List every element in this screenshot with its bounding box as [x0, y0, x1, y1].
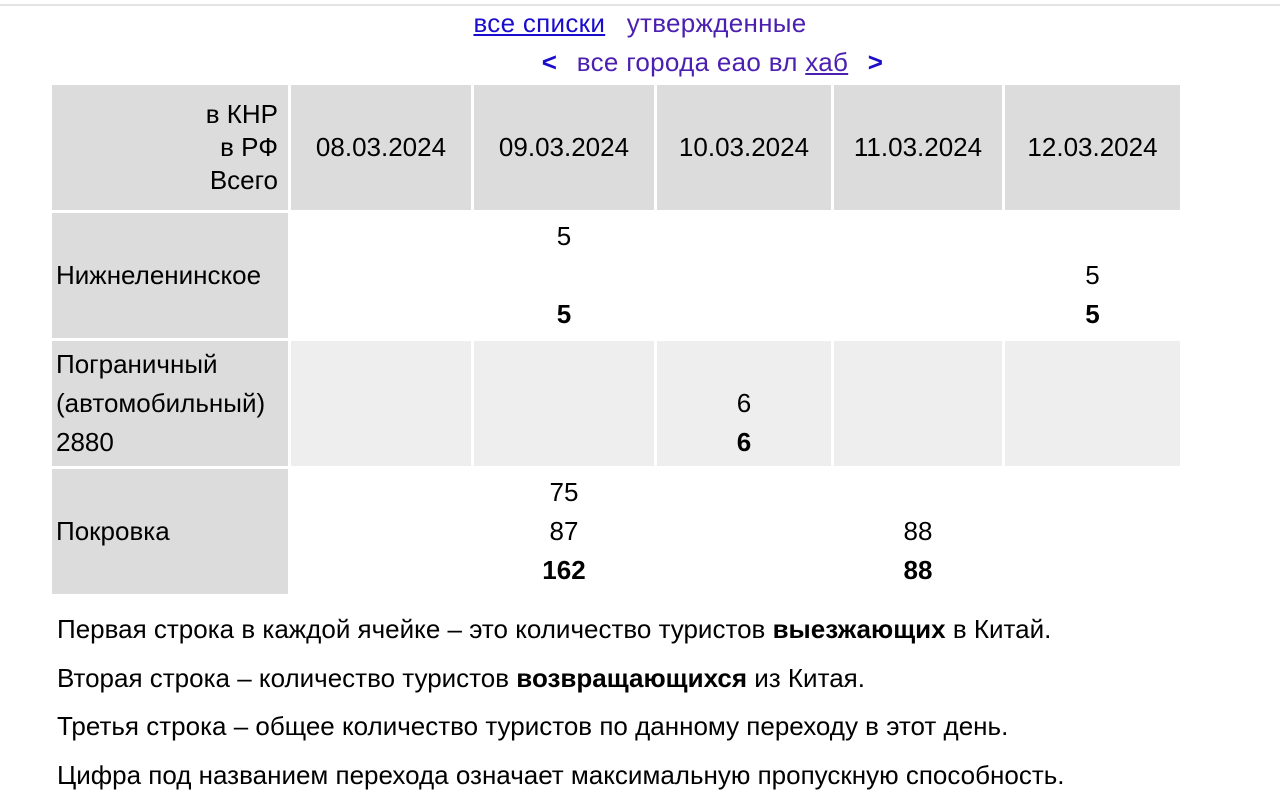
all-lists-link[interactable]: все списки: [473, 8, 606, 38]
table-cell: [474, 213, 654, 338]
count-total: [1005, 551, 1180, 590]
table-cell: [291, 213, 471, 338]
count-to-china: [657, 345, 831, 384]
note-first-line: [57, 605, 1065, 654]
all-cities-link[interactable]: все города: [576, 47, 710, 77]
next-arrow-button[interactable]: >: [867, 47, 884, 77]
count-to-russia: [474, 384, 654, 423]
date-header: 08.03.2024: [291, 85, 471, 210]
table-cell: [291, 469, 471, 594]
count-to-russia: [834, 256, 1002, 295]
legend-to-china: в КНР: [205, 99, 278, 129]
table-cell: [834, 341, 1002, 466]
city-nav: [0, 47, 1280, 77]
date-header: 09.03.2024: [474, 85, 654, 210]
count-to-russia: [1005, 512, 1180, 551]
count-total: [657, 295, 831, 334]
table-cell: [1005, 213, 1180, 338]
count-to-china: [1005, 217, 1180, 256]
crossing-name: [52, 341, 288, 466]
note-third-line: Третья строка – общее количество туристов по данному переходу в этот день.: [57, 711, 1009, 741]
count-to-russia: [291, 512, 471, 551]
count-to-china: [834, 217, 1002, 256]
header-legend: [52, 85, 288, 210]
count-to-russia: 6: [736, 388, 752, 418]
date-header: 11.03.2024: [834, 85, 1002, 210]
count-total: 5: [556, 299, 572, 329]
table-row: [52, 469, 1180, 594]
count-to-russia: [657, 512, 831, 551]
count-to-china: [1005, 345, 1180, 384]
count-to-russia: [291, 384, 471, 423]
vl-link[interactable]: вл: [768, 47, 798, 77]
table-cell: [657, 213, 831, 338]
count-to-russia: [834, 384, 1002, 423]
table-header-row: [52, 85, 1180, 210]
note-emphasis: возвращающихся: [516, 662, 748, 693]
crossing-title: Покровка: [56, 516, 170, 546]
count-total: 88: [903, 555, 933, 585]
count-to-russia: [657, 256, 831, 295]
table-cell: [1005, 341, 1180, 466]
note-text: из Китая.: [747, 662, 865, 693]
table-cell: [1005, 469, 1180, 594]
list-nav: [0, 8, 1280, 38]
tourist-table: [49, 82, 1183, 597]
count-to-china: [834, 345, 1002, 384]
table-row: [52, 341, 1180, 466]
note-emphasis: выезжающих: [772, 614, 946, 644]
table-cell: [474, 469, 654, 594]
count-total: 6: [736, 427, 752, 457]
count-to-china: [657, 473, 831, 512]
count-to-china: [834, 473, 1002, 512]
count-to-russia: 5: [1085, 260, 1100, 290]
crossing-capacity: 2880: [56, 427, 114, 457]
count-total: [1005, 423, 1180, 462]
khab-link[interactable]: хаб: [805, 47, 849, 77]
eao-link[interactable]: еао: [716, 47, 762, 77]
top-divider: [0, 4, 1280, 6]
note-text: Первая строка в каждой ячейке – это количество туристов: [57, 614, 773, 644]
count-to-russia: [474, 256, 654, 295]
table-cell: [834, 469, 1002, 594]
note-fourth-line: Цифра под названием перехода означает максимальную пропускную способность.: [57, 759, 1065, 790]
crossing-name: [52, 469, 288, 594]
count-total: 5: [1085, 299, 1100, 329]
note-second-line: [57, 654, 1065, 703]
approved-link[interactable]: утвержденные: [626, 8, 807, 38]
count-to-china: [657, 217, 831, 256]
crossing-name: [52, 213, 288, 338]
crossing-title: Нижнеленинское: [56, 260, 262, 290]
count-to-china: 5: [556, 221, 572, 251]
count-to-china: [291, 217, 471, 256]
count-total: 162: [542, 555, 586, 585]
table-cell: [474, 341, 654, 466]
legend-to-russia: в РФ: [220, 132, 278, 162]
count-to-china: [474, 345, 654, 384]
count-to-russia: 87: [549, 516, 579, 546]
note-text: Вторая строка – количество туристов: [57, 662, 517, 693]
count-total: [291, 423, 471, 462]
count-to-china: [1005, 473, 1180, 512]
count-total: [474, 423, 654, 462]
count-total: [657, 551, 831, 590]
table-row: [52, 213, 1180, 338]
legend-notes: [57, 605, 1065, 799]
table-cell: [291, 341, 471, 466]
date-header: 12.03.2024: [1005, 85, 1180, 210]
prev-arrow-button[interactable]: <: [541, 47, 558, 77]
date-header: 10.03.2024: [657, 85, 831, 210]
count-to-china: 75: [549, 477, 579, 507]
table-cell: [834, 213, 1002, 338]
table-cell: [657, 341, 831, 466]
count-to-china: [291, 473, 471, 512]
count-total: [834, 295, 1002, 334]
crossing-title: Пограничный (автомобильный): [56, 349, 266, 418]
count-to-russia: 88: [903, 516, 933, 546]
count-total: [834, 423, 1002, 462]
legend-total: Всего: [209, 165, 278, 195]
note-text: в Китай.: [945, 614, 1052, 644]
table-cell: [657, 469, 831, 594]
count-to-russia: [1005, 384, 1180, 423]
count-to-china: [291, 345, 471, 384]
count-total: [291, 551, 471, 590]
count-to-russia: [291, 256, 471, 295]
count-total: [291, 295, 471, 334]
